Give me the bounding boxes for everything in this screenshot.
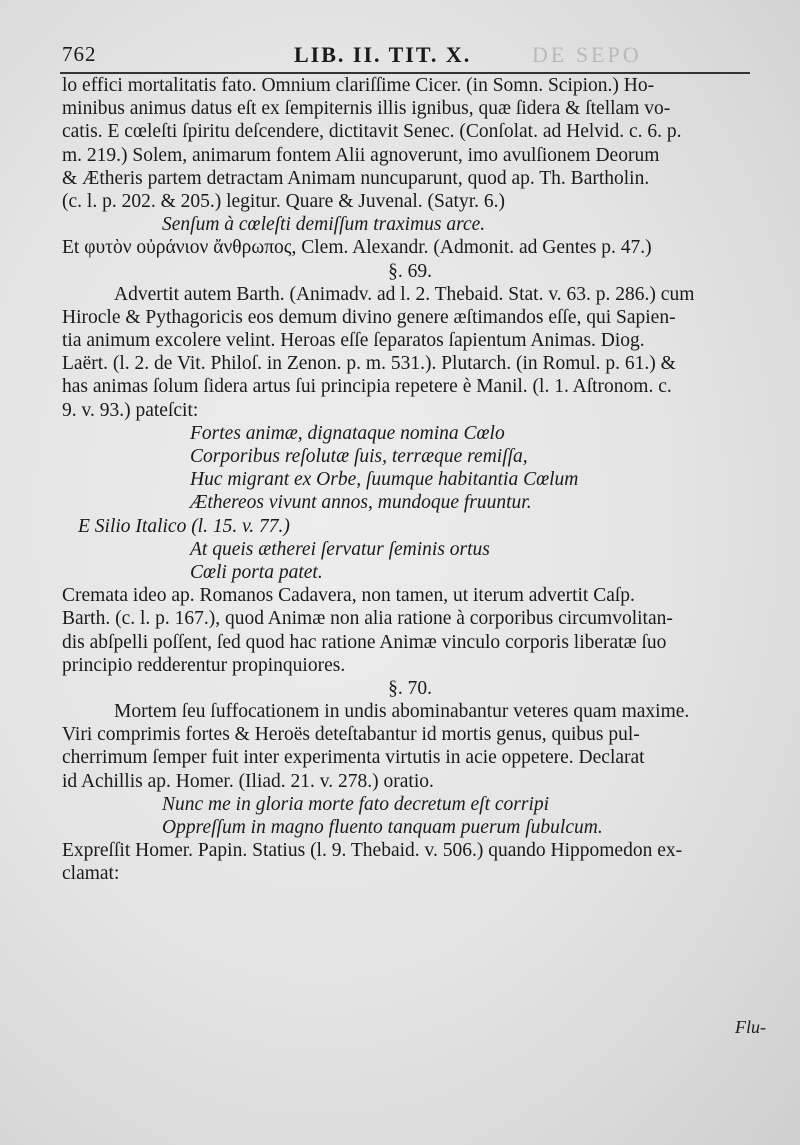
verse-line: Huc migrant ex Orbe, ſuumque habitantia Cœlum [190, 469, 579, 491]
text-line: Viri comprimis fortes & Heroës deteſtabantur id mortis genus, quibus pul- [62, 724, 640, 746]
text-line: Barth. (c. l. p. 167.), quod Animæ non alia ratione à corporibus circumvolitan- [62, 608, 673, 630]
text-line: Hirocle & Pythagoricis eos demum divino genere æſtimandos eſſe, qui Sapien- [62, 306, 676, 328]
text-line: cherrimum ſemper fuit inter experimenta virtutis in acie oppetere. Declarat [62, 747, 645, 769]
verse-line: Cœli porta patet. [190, 561, 323, 583]
text-line: (c. l. p. 202. & 205.) legitur. Quare & Juvenal. (Satyr. 6.) [62, 190, 505, 212]
running-title: LIB. II. TIT. X. [294, 42, 472, 67]
text-line: dis abſpelli poſſent, ſed quod hac ratione Animæ vinculo corporis liberatæ ſuo [62, 631, 667, 653]
text-line: minibus animus datus eſt ex ſempiternis illis ignibus, quæ ſidera & ſtellam vo- [62, 98, 671, 120]
verse-line: At queis ætherei ſervatur ſeminis ortus [190, 538, 490, 560]
verse-line: Senſum à cœleſti demiſſum traximus arce. [162, 214, 486, 236]
page-number: 762 [62, 42, 97, 66]
text-line: Mortem ſeu ſuffocationem in undis abominabantur veteres quam maxime. [114, 701, 690, 723]
page-body [62, 74, 758, 886]
text-line: Et φυτὸν οὐράνιον ἄνθρωπος, Clem. Alexandr. (Admonit. ad Gentes p. 47.) [62, 237, 652, 259]
verse-line: Fortes animæ, dignataque nomina Cœlo [190, 422, 505, 444]
text-line: 9. v. 93.) pateſcit: [62, 399, 199, 421]
bleed-through-text: DE SEPO [532, 42, 642, 67]
text-line: lo effici mortalitatis fato. Omnium clariſſime Cicer. (in Somn. Scipion.) Ho- [62, 75, 655, 96]
verse-line: Corporibus reſolutæ ſuis, terræque remiſſa, [190, 446, 528, 467]
text-line: clamat: [62, 863, 120, 885]
text-line: catis. E cœleſti ſpiritu deſcendere, dictitavit Senec. (Conſolat. ad Helvid. c. 6. p. [62, 121, 682, 143]
catchword: Flu- [735, 1017, 766, 1037]
text-line: principio redderentur propinquiores. [62, 654, 346, 676]
text-line: & Ætheris partem detractam Animam nuncuparunt, quod ap. Th. Bartholin. [62, 167, 650, 189]
text-line: id Achillis ap. Homer. (Iliad. 21. v. 278.) oratio. [62, 770, 434, 792]
text-line: tia animum excolere velint. Heroas eſſe ſeparatos ſapientum Animas. Diog. [62, 330, 645, 352]
verse-line: Æthereos vivunt annos, mundoque fruuntur. [190, 492, 532, 514]
verse-line: Oppreſſum in magno fluento tanquam puerum ſubulcum. [162, 817, 603, 838]
text-line: E Silio Italico (l. 15. v. 77.) [78, 515, 290, 537]
text-line: Expreſſit Homer. Papin. Statius (l. 9. Thebaid. v. 506.) quando Hippomedon ex- [62, 840, 683, 862]
text-line: Cremata ideo ap. Romanos Cadavera, non tamen, ut iterum advertit Caſp. [62, 585, 635, 607]
section-heading: §. 69. [388, 260, 432, 282]
text-line: Advertit autem Barth. (Animadv. ad l. 2. Thebaid. Stat. v. 63. p. 286.) cum [114, 283, 695, 305]
section-heading: §. 70. [388, 677, 432, 699]
verse-line: Nunc me in gloria morte fato decretum eſt corripi [162, 793, 550, 815]
text-line: has animas ſolum ſidera artus ſui principia repetere è Manil. (l. 1. Aſtronom. c. [62, 376, 672, 398]
text-line: Laërt. (l. 2. de Vit. Philoſ. in Zenon. p. m. 531.). Plutarch. (in Romul. p. 61.) & [62, 353, 676, 375]
running-header [62, 38, 752, 72]
text-line: m. 219.) Solem, animarum fontem Alii agnoverunt, imo avulſionem Deorum [62, 144, 660, 166]
